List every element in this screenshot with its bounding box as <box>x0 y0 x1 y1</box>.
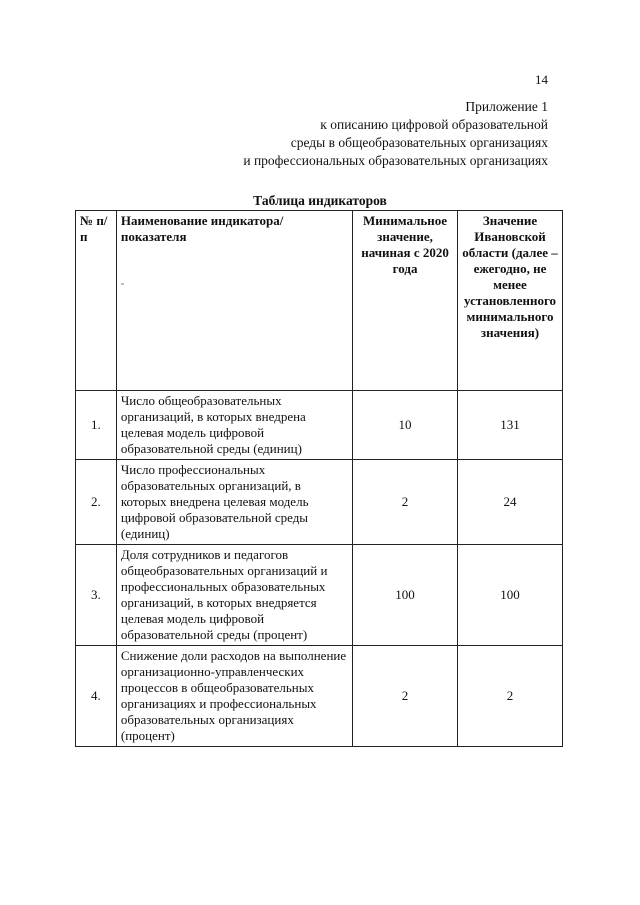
table-row <box>76 460 563 545</box>
row-minimum-value: 100 <box>353 545 458 646</box>
row-minimum-value: 10 <box>353 391 458 460</box>
header-region-value: Значение Ивановской области (далее – ежегодно, не менее установленного минимального значения) <box>458 211 563 391</box>
row-indicator-name: Доля сотрудников и педагогов общеобразовательных организаций и профессиональных образовательных организаций, в которых внедряется целевая модель цифровой образовательной среды (процент) <box>116 545 352 646</box>
table-row <box>76 646 563 747</box>
row-region-value: 2 <box>458 646 563 747</box>
row-region-value: 100 <box>458 545 563 646</box>
appendix-line-2: к описанию цифровой образовательной <box>320 117 548 132</box>
header-minimum-value: Минимальное значение, начиная с 2020 года <box>353 211 458 391</box>
appendix-line-3: среды в общеобразовательных организациях <box>290 135 548 150</box>
row-region-value: 131 <box>458 391 563 460</box>
table-row <box>76 545 563 646</box>
scan-speck <box>121 283 124 285</box>
header-number: № п/п <box>76 211 117 391</box>
row-minimum-value: 2 <box>353 460 458 545</box>
appendix-line-4: и профессиональных образовательных организациях <box>243 153 548 168</box>
table-title: Таблица индикаторов <box>253 193 387 208</box>
row-number: 3. <box>76 545 117 646</box>
row-indicator-name: Снижение доли расходов на выполнение организационно-управленческих процессов в общеобразовательных организациях и профессиональных образовательных организациях (процент) <box>116 646 352 747</box>
row-indicator-name: Число профессиональных образовательных организаций, в которых внедрена целевая модель цифровой образовательной среды (единиц) <box>116 460 352 545</box>
row-region-value: 24 <box>458 460 563 545</box>
appendix-header <box>128 98 548 170</box>
table-header-row <box>76 211 563 391</box>
row-minimum-value: 2 <box>353 646 458 747</box>
indicators-table <box>75 210 563 747</box>
row-number: 4. <box>76 646 117 747</box>
row-indicator-name: Число общеобразовательных организаций, в которых внедрена целевая модель цифровой образовательной среды (единиц) <box>116 391 352 460</box>
header-indicator-name: Наименование индикатора/показателя <box>116 211 352 391</box>
row-number: 2. <box>76 460 117 545</box>
appendix-line-1: Приложение 1 <box>465 99 548 114</box>
table-row <box>76 391 563 460</box>
row-number: 1. <box>76 391 117 460</box>
page-number: 14 <box>535 72 548 87</box>
